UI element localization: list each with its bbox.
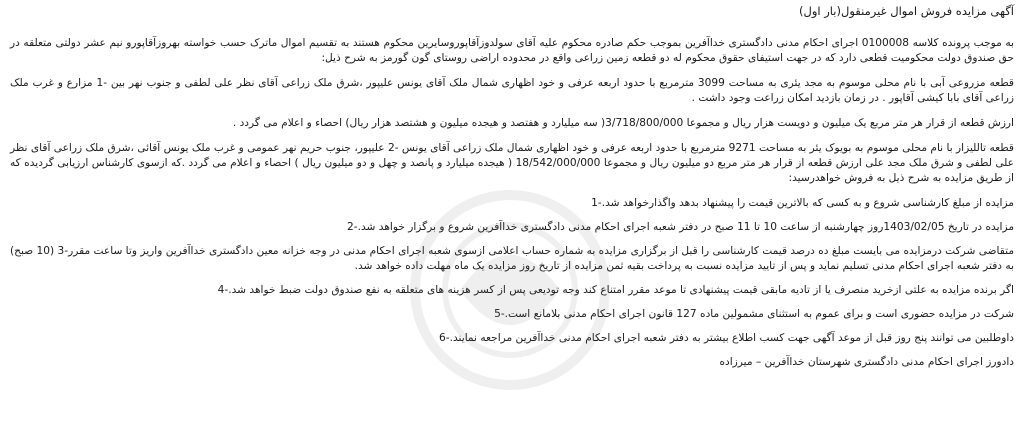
condition-5: شرکت در مزایده حضوری است و برای عموم به استثنای مشمولین ماده 127 قانون اجرای احکام مدنی بلامانع است.-5 <box>494 308 1014 320</box>
paragraph-plot-1-description: قطعه مزروعی آبی با نام محلی موسوم به مجد یئری به مساحت 3099 مترمربع با حدود اربعه عرفی و خود اظهاری شمال ملک آقای یونس علیپور ،شرق ملک زراعی آقای نظر علی لطفی و جنوب نهر بین -1 مزارع و غرب ملک زراعی آقای بابا کیشی آقاپور . در زمان بازدید امکان زراعت وجود داشت . <box>10 77 1014 104</box>
paragraph-intro: به موجب پرونده کلاسه 0100008 اجرای احکام مدنی دادگستری خداآفرین بموجب حکم صادره محکوم علیه آقای سولدوزآقاپوروسایرین محکوم هستند به تقسیم اموال ماترک حسب خواسته بهروزآقاپورو نیم عشر دولتی متعلقه در حق صندوق دولت محکومیت قطعی دارد که در جهت استیفای حقوق محکوم له دو قطعه زمین زراعی واقع در محدوده اراضی روستای گون گورمز به شرح ذیل: <box>10 37 1014 64</box>
condition-1: مزایده از مبلغ کارشناسی شروع و به کسی که بالاترین قیمت را پیشنهاد بدهد واگذارخواهد شد.-1 <box>591 197 1014 209</box>
notice-title: آگهی مزایده فروش اموال غیرمنقول(بار اول) <box>799 4 1014 18</box>
signature-line: دادورز اجرای احکام مدنی دادگستری شهرستان خداآفرین – میرزاده <box>719 356 1014 368</box>
paragraph-plot-2-description: قطعه تاللیزار با نام محلی موسوم به بویوک یئر به مساحت 9271 مترمربع با حدود اربعه عرفی و خود اظهاری شمال ملک زراعی آقای یونس -2 علیپور، جنوب حریم نهر عمومی و غرب ملک یونس آقائی ،شرق ملک زراعی آقای نظر علی لطفی و شرق ملک مجد علی ارزش قطعه از قرار هر متر مربع دو میلیون ریال و مجموعا 18/542/000/000 ( هیجده میلیارد و پانصد و چهل و دو میلیون ریال ) احصاء و اعلام می گردد .که ازسوی کارشناس ارزیابی گردیده که از طریق مزایده به شرح ذیل به فروش خواهدرسید: <box>10 142 1014 184</box>
condition-3: متقاضی شرکت درمزایده می بایست مبلغ ده درصد قیمت کارشناسی را قبل از برگزاری مزایده به شماره حساب اعلامی ازسوی شعبه اجرای احکام مدنی در وجه خزانه معین دادگستری خداآفرین واریز وتا ساعت مقرر-3 (10 صبح) به دفتر شعبه اجرای احکام مدنی تسلیم نماید و پس از تایید مزایده نسبت به پرداخت بقیه ثمن مزایده از تاریخ روز مزایده یک ماه مهلت داده خواهد شد. <box>10 245 1014 272</box>
condition-2: مزایده در تاریخ 1403/02/05روز چهارشنبه از ساعت 10 تا 11 صبح در دفتر شعبه اجرای احکام مدنی دادگستری خداآفرین شروع و برگزار خواهد شد.-2 <box>347 221 1014 233</box>
condition-6: داوطلبین می توانند پنج روز قبل از موعد آگهی جهت کسب اطلاع بیشتر به دفتر شعبه اجرای احکام مدنی خداآفرین مراجعه نمایند.-6 <box>439 332 1014 344</box>
condition-4: اگر برنده مزایده به علتی ازخرید منصرف یا از تادیه مابقی قیمت پیشنهادی تا موعد مقرر امتناع کند وجه تودیعی پس از کسر هزینه های متعلقه به نفع صندوق دولت ضبط خواهد شد.-4 <box>217 284 1014 296</box>
paragraph-plot-1-value: ارزش قطعه از قرار هر متر مربع یک میلیون و دویست هزار ریال و مجموعا 3/718/800/000( سه میلیارد و هفتصد و هیجده میلیون و هشتصد هزار ریال) احصاء و اعلام می گردد . <box>232 117 1014 129</box>
